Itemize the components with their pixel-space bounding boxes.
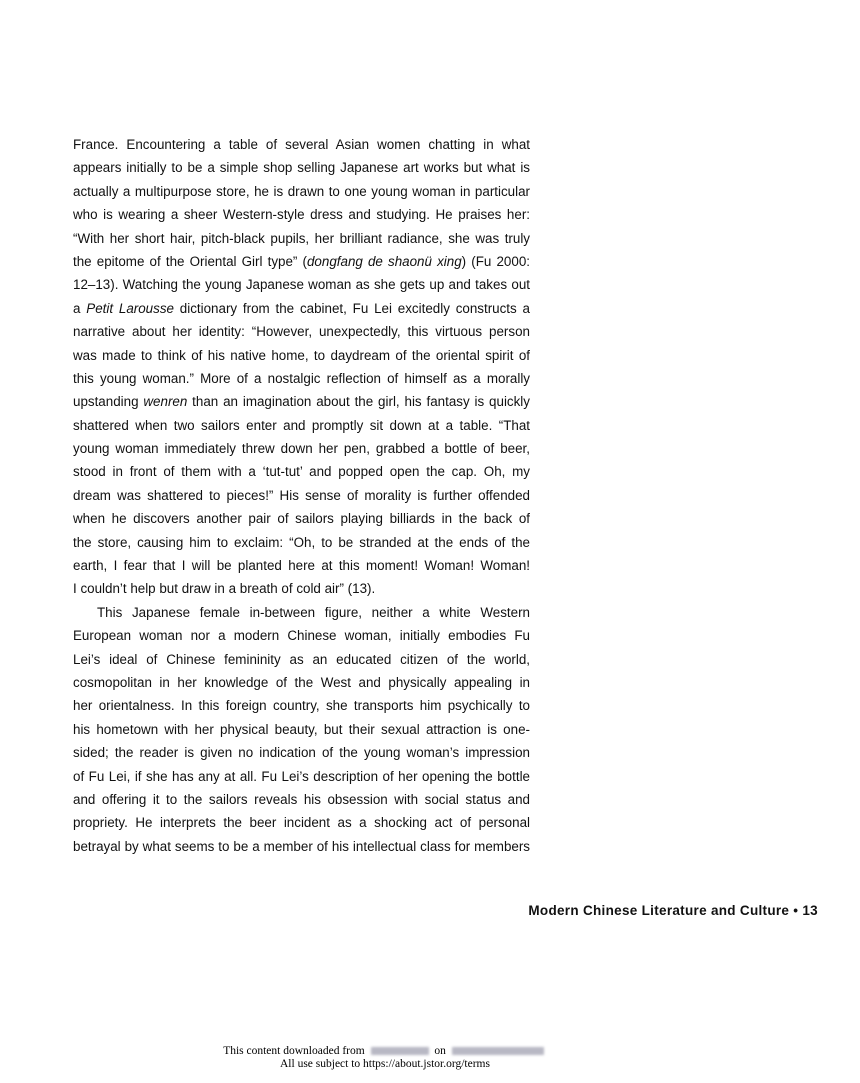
text-segment: his hometown with her physical beauty, but their sexual attraction is one- bbox=[73, 721, 530, 737]
text-segment: the store, causing him to exclaim: “Oh, to be stranded at the ends of the bbox=[73, 534, 530, 550]
text-line bbox=[73, 344, 530, 367]
text-segment: “With her short hair, pitch-black pupils, her brilliant radiance, she was truly bbox=[73, 230, 530, 246]
text-line bbox=[73, 648, 530, 671]
text-segment: her orientalness. In this foreign country, she transports him psychically to bbox=[73, 698, 530, 714]
text-segment: actually a multipurpose store, he is drawn to one young woman in particular bbox=[73, 183, 530, 199]
text-segment: and offering it to the sailors reveals his obsession with social status and bbox=[73, 791, 530, 807]
text-segment: appears initially to be a simple shop selling Japanese art works but what is bbox=[73, 160, 530, 176]
text-line bbox=[73, 297, 530, 320]
text-segment: when he discovers another pair of sailors playing billiards in the back of bbox=[73, 511, 530, 527]
text-segment: I couldn’t help but draw in a breath of cold air” (13). bbox=[73, 581, 376, 597]
text-segment: cosmopolitan in her knowledge of the West and physically appealing in bbox=[73, 674, 530, 690]
jstor-download-notice bbox=[0, 1045, 770, 1057]
text-segment: betrayal by what seems to be a member of his intellectual class for members bbox=[73, 838, 530, 854]
text-segment: this young woman.” More of a nostalgic reflection of himself as a morally bbox=[73, 370, 530, 386]
text-segment: than an imagination about the girl, his fantasy is quickly bbox=[187, 394, 530, 410]
text-segment: ) (Fu 2000: bbox=[461, 253, 530, 269]
text-segment: sided; the reader is given no indication of the young woman’s impression bbox=[73, 745, 530, 761]
paragraph bbox=[73, 601, 530, 858]
download-prefix: This content downloaded from bbox=[223, 1045, 365, 1057]
text-line bbox=[73, 227, 530, 250]
text-segment: of Fu Lei, if she has any at all. Fu Lei’s description of her opening the bottle bbox=[73, 768, 530, 784]
text-segment: France. Encountering a table of several Asian women chatting in what bbox=[73, 137, 530, 152]
text-segment: the epitome of the Oriental Girl type” ( bbox=[73, 253, 307, 269]
text-line bbox=[73, 811, 530, 834]
download-on: on bbox=[434, 1045, 446, 1057]
text-line bbox=[73, 835, 530, 858]
text-line bbox=[73, 460, 530, 483]
text-segment: narrative about her identity: “However, unexpectedly, this virtuous person bbox=[73, 324, 530, 340]
text-line bbox=[73, 437, 530, 460]
text-segment: dictionary from the cabinet, Fu Lei excitedly constructs a bbox=[173, 300, 530, 316]
text-line bbox=[73, 718, 530, 741]
text-segment: propriety. He interprets the beer incident as a shocking act of personal bbox=[73, 815, 530, 831]
text-line bbox=[73, 765, 530, 788]
text-line bbox=[73, 577, 530, 600]
text-line bbox=[73, 484, 530, 507]
italic-term: wenren bbox=[143, 394, 188, 410]
text-line bbox=[73, 788, 530, 811]
text-segment: 12–13). Watching the young Japanese woman as she gets up and takes out bbox=[73, 277, 530, 293]
jstor-terms: All use subject to https://about.jstor.org/terms bbox=[280, 1058, 490, 1070]
text-line bbox=[73, 554, 530, 577]
text-line bbox=[73, 367, 530, 390]
body-text bbox=[73, 133, 530, 858]
text-segment: upstanding bbox=[73, 394, 144, 410]
text-line bbox=[73, 320, 530, 343]
text-line bbox=[73, 671, 530, 694]
text-segment: shattered when two sailors enter and promptly sit down at a table. “That bbox=[73, 417, 530, 433]
text-segment: dream was shattered to pieces!” His sense of morality is further offended bbox=[73, 487, 530, 503]
text-segment: a bbox=[73, 300, 87, 316]
text-segment: earth, I fear that I will be planted here at this moment! Woman! Woman! bbox=[73, 558, 530, 574]
text-line bbox=[73, 390, 530, 413]
text-segment: European woman nor a modern Chinese woman, initially embodies Fu bbox=[73, 628, 530, 644]
text-segment: stood in front of them with a ‘tut-tut’ and popped open the cap. Oh, my bbox=[73, 464, 530, 480]
text-segment: This Japanese female in-between figure, neither a white Western bbox=[97, 604, 530, 620]
text-line bbox=[73, 156, 530, 179]
text-line bbox=[73, 624, 530, 647]
paragraph bbox=[73, 133, 530, 601]
text-line bbox=[73, 601, 530, 624]
text-line bbox=[73, 203, 530, 226]
text-segment: Lei’s ideal of Chinese femininity as an educated citizen of the world, bbox=[73, 651, 530, 667]
italic-term: Petit Larousse bbox=[86, 300, 174, 316]
text-segment: was made to think of his native home, to daydream of the oriental spirit of bbox=[73, 347, 530, 363]
text-line bbox=[73, 180, 530, 203]
text-segment: who is wearing a sheer Western-style dress and studying. He praises her: bbox=[73, 207, 530, 223]
italic-term: dongfang de shaonü xing bbox=[306, 253, 462, 269]
redacted-ip bbox=[371, 1047, 429, 1055]
text-line bbox=[73, 531, 530, 554]
text-line bbox=[73, 507, 530, 530]
redacted-date bbox=[452, 1047, 544, 1055]
running-footer: Modern Chinese Literature and Culture • 13 bbox=[528, 903, 818, 918]
text-line bbox=[73, 133, 530, 156]
text-line bbox=[73, 694, 530, 717]
text-line bbox=[73, 741, 530, 764]
text-segment: young woman immediately threw down her pen, grabbed a bottle of beer, bbox=[73, 441, 530, 457]
text-line bbox=[73, 414, 530, 437]
text-line bbox=[73, 273, 530, 296]
text-line bbox=[73, 250, 530, 273]
